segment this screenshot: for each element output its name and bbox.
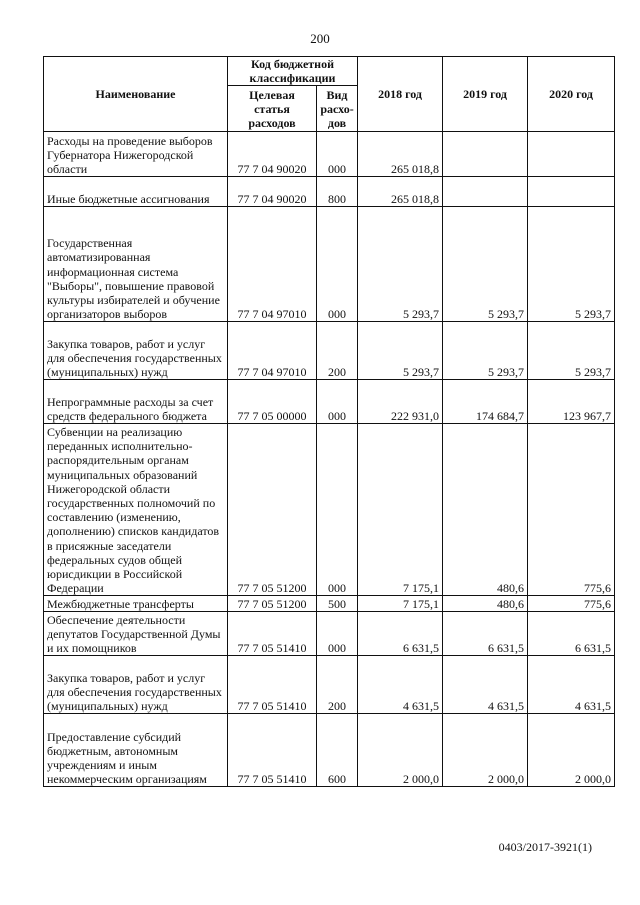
row-name: Предоставление субсидий бюджетным, автономным учреждениям и иным некоммерческим организациям — [44, 714, 228, 787]
row-target-code: 77 7 05 51410 — [228, 612, 317, 656]
row-amount-2020: 6 631,5 — [528, 612, 615, 656]
row-amount-2020: 123 967,7 — [528, 380, 615, 424]
row-amount-2019: 174 684,7 — [443, 380, 528, 424]
row-amount-2020: 775,6 — [528, 424, 615, 596]
row-amount-2018: 7 175,1 — [358, 596, 443, 612]
row-kind-code: 000 — [317, 207, 358, 322]
row-amount-2018: 2 000,0 — [358, 714, 443, 787]
table-row — [44, 207, 615, 322]
row-amount-2020: 5 293,7 — [528, 322, 615, 380]
row-kind-code: 200 — [317, 656, 358, 714]
header-kind: Вид расхо-дов — [317, 86, 358, 132]
row-amount-2018: 265 018,8 — [358, 132, 443, 177]
row-amount-2020: 5 293,7 — [528, 207, 615, 322]
row-target-code: 77 7 04 97010 — [228, 207, 317, 322]
row-name: Межбюджетные трансферты — [44, 596, 228, 612]
header-2020: 2020 год — [528, 57, 615, 132]
row-target-code: 77 7 05 00000 — [228, 380, 317, 424]
header-target: Целевая статья расходов — [228, 86, 317, 132]
row-amount-2019: 5 293,7 — [443, 322, 528, 380]
row-amount-2019 — [443, 132, 528, 177]
row-kind-code: 200 — [317, 322, 358, 380]
table-row — [44, 424, 615, 596]
row-name: Расходы на проведение выборов Губернатора Нижегородской области — [44, 132, 228, 177]
row-amount-2019: 2 000,0 — [443, 714, 528, 787]
header-row — [44, 57, 615, 86]
row-name: Субвенции на реализацию переданных исполнительно-распорядительным органам муниципальных образований Нижегородской области государственных полномочий по составлению (изменению, дополнению) списков кандидатов в присяжные заседатели федеральных судов общей юрисдикции в Российской Федерации — [44, 424, 228, 596]
table-row — [44, 380, 615, 424]
row-amount-2019 — [443, 177, 528, 207]
row-kind-code: 600 — [317, 714, 358, 787]
row-name: Непрограммные расходы за счет средств федерального бюджета — [44, 380, 228, 424]
header-2019: 2019 год — [443, 57, 528, 132]
header-name: Наименование — [44, 57, 228, 132]
row-target-code: 77 7 05 51410 — [228, 714, 317, 787]
row-target-code: 77 7 04 97010 — [228, 322, 317, 380]
row-name: Обеспечение деятельности депутатов Государственной Думы и их помощников — [44, 612, 228, 656]
row-amount-2019: 480,6 — [443, 424, 528, 596]
row-kind-code: 000 — [317, 424, 358, 596]
row-amount-2020: 2 000,0 — [528, 714, 615, 787]
row-amount-2020 — [528, 177, 615, 207]
row-amount-2018: 4 631,5 — [358, 656, 443, 714]
table-row — [44, 177, 615, 207]
row-amount-2018: 222 931,0 — [358, 380, 443, 424]
table-row — [44, 132, 615, 177]
row-target-code: 77 7 05 51200 — [228, 424, 317, 596]
row-name: Закупка товаров, работ и услуг для обеспечения государственных (муниципальных) нужд — [44, 322, 228, 380]
row-amount-2019: 6 631,5 — [443, 612, 528, 656]
row-amount-2018: 6 631,5 — [358, 612, 443, 656]
page-number: 200 — [310, 31, 330, 46]
row-kind-code: 500 — [317, 596, 358, 612]
row-target-code: 77 7 04 90020 — [228, 177, 317, 207]
row-amount-2018: 5 293,7 — [358, 207, 443, 322]
row-amount-2020: 4 631,5 — [528, 656, 615, 714]
row-name: Государственная автоматизированная информационная система "Выборы", повышение правовой культуры избирателей и обучение организаторов выборов — [44, 207, 228, 322]
table-row — [44, 612, 615, 656]
budget-table — [43, 56, 615, 787]
row-amount-2020 — [528, 132, 615, 177]
row-name: Закупка товаров, работ и услуг для обеспечения государственных (муниципальных) нужд — [44, 656, 228, 714]
row-amount-2018: 5 293,7 — [358, 322, 443, 380]
table-row — [44, 596, 615, 612]
row-kind-code: 000 — [317, 612, 358, 656]
row-amount-2018: 265 018,8 — [358, 177, 443, 207]
row-amount-2019: 480,6 — [443, 596, 528, 612]
row-amount-2018: 7 175,1 — [358, 424, 443, 596]
row-amount-2019: 5 293,7 — [443, 207, 528, 322]
row-target-code: 77 7 05 51200 — [228, 596, 317, 612]
document-reference: 0403/2017-3921(1) — [498, 840, 592, 854]
row-target-code: 77 7 04 90020 — [228, 132, 317, 177]
row-name: Иные бюджетные ассигнования — [44, 177, 228, 207]
row-kind-code: 000 — [317, 132, 358, 177]
row-amount-2019: 4 631,5 — [443, 656, 528, 714]
header-2018: 2018 год — [358, 57, 443, 132]
row-target-code: 77 7 05 51410 — [228, 656, 317, 714]
table-row — [44, 656, 615, 714]
header-code-group: Код бюджетной классификации — [228, 57, 358, 86]
row-amount-2020: 775,6 — [528, 596, 615, 612]
row-kind-code: 800 — [317, 177, 358, 207]
row-kind-code: 000 — [317, 380, 358, 424]
table-row — [44, 322, 615, 380]
table-row — [44, 714, 615, 787]
